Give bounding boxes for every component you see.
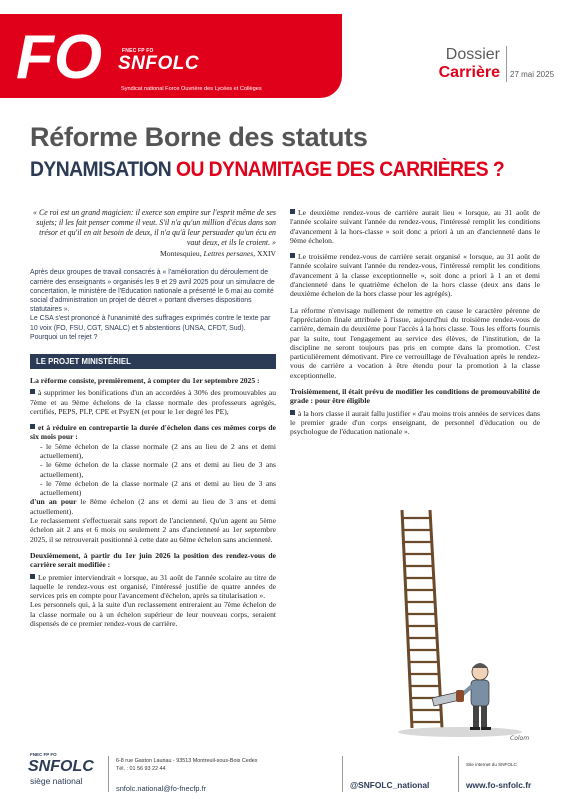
second-measure-bullet-1 [30,573,276,601]
intro-paragraph-1: Après deux groupes de travail consacrés à « l'amélioration du déroulement de carrière des enseignants » organisés les 9 et 29 avril 2025 pour un simulacre de concertation, le ministère de l'Education nationale a présenté le 6 mai au comité social d'administration un projet de décret « portant diverses dispositions statutaires ». [30,269,275,314]
first-measure-bullet-1-text: à supprimer les bonifications d'un an accordées à 30% des promouvables au 7ème et au 9ème échelons de la classe normale des professeurs agrégés, certifiés, PEPS, PLP, CPE et PsyEN (et pour le 1er degré les PE), [30,388,276,416]
footer-email-link[interactable]: snfolc.national@fo-fnecfp.fr [116,784,207,793]
echelon-item-6: - le 6ème échelon de la classe normale (2 ans et demi au lieu de 3 ans actuellement), [40,460,276,479]
third-rdv-paragraph [290,252,540,298]
bullet-square-icon [30,389,35,394]
footer-address [116,758,257,773]
bullet-square-icon [290,410,295,415]
bullet-square-icon [30,574,35,579]
fo-logo-text: FO [16,23,103,88]
first-measure-bullet-2-text: et à réduire en contrepartie la durée d'échelon dans ces mêmes corps de six mois pour : [30,423,276,442]
org-block [118,48,199,74]
epigraph-source [30,249,276,258]
bullet-square-icon [290,253,295,258]
footer-divider [458,756,459,792]
third-measure-heading: Troisièmement, il était prévu de modifier les conditions de promouvabilité de grade : pour être éligible [290,387,540,406]
footer-logo-small: FNEC FP FO [30,752,57,757]
second-measure-bullet-1-text: Le premier interviendrait « lorsque, au 31 août de l'année scolaire au titre de laquelle le rendez-vous est organisé, l'intéressé justifie de quatre années de services pris en compte pour l'avancement d'échelon, après sa titularisation ». [30,572,276,601]
echelon-item-5: - le 5ème échelon de la classe normale (2 ans au lieu de 2 ans et demi actuellement), [40,441,276,460]
org-name: SNFOLC [118,53,200,74]
sub-title-red: OU DYNAMITAGE DES CARRIÈRES ? [175,158,505,181]
third-measure-bullet-1 [290,409,540,437]
intro-paragraph-2: Le CSA s'est prononcé à l'unanimité des suffrages exprimés contre le texte par 10 voix (FO, FSU, CGT, SNALC) et 5 abstentions (UNSA, CFDT, Sud). [30,315,271,332]
footer-divider [108,756,109,792]
evaluation-paragraph: La réforme n'envisage nullement de remettre en cause le caractère pérenne de l'appréciation finale attribuée à l'issue, aujourd'hui du troisième rendez-vous de carrière, demain du deuxième pour l'accès à la hors classe. Tous les efforts fournis par la suite, tout l'engagement au service des élèves, de l'institution, de la discipline ne seront toujours pas pris en compte dans la promotion. C'est particulièrement démotivant. Pire ce verrouillage de l'évaluation après le rendez-vous de carrière a vocation à être étendu pour la promotion à la classe exceptionnelle. [290,305,540,380]
footer-logo-sub: siège national [30,776,83,786]
footer-address-line: 6-8 rue Gaston Lauriau - 93513 Montreuil-sous-Bois Cedex [116,758,258,764]
epigraph-author: Montesquieu, [160,249,204,258]
carriere-label: Carrière [438,64,500,81]
first-measure-heading: La réforme consiste, premièrement, à compter du 1er septembre 2025 : [30,375,260,385]
dossier-block [350,46,500,82]
second-rdv-text: Le deuxième rendez-vous de carrière aurait lieu « lorsque, au 31 août de l'année scolaire suivant l'année du rendez-vous, l'intéressé remplit les conditions d'avancement à la hors-classe » soit donc a priori à un an d'ancienneté dans le 9ème échelon. [290,208,540,245]
reclassement-paragraph: Le reclassement s'effectuerait sans report de l'ancienneté. Qu'un agent au 5ème échelon ait 2 ans et 6 mois ou seulement 2 ans d'ancienneté au 1er septembre 2025, il se retrouverait positionné à cette date au 6ème échelon sans ancienneté. [30,516,276,544]
document-date: 27 mai 2025 [510,70,555,79]
footer-tel: Tél. : 01 56 93 22 44 [116,765,166,772]
first-measure-bullet-2 [30,423,276,442]
bullet-square-icon [30,424,35,429]
second-measure-heading: Deuxièmement, à partir du 1er juin 2026 la position des rendez-vous de carrière serait modifiée : [30,550,276,570]
dossier-label: Dossier [445,46,500,63]
echelon-item-7: - le 7ème échelon de la classe normale (2 ans et demi au lieu de 3 ans actuellement) [40,478,276,498]
bullet-square-icon [290,209,295,214]
illustration-signature: Colom [510,735,530,742]
sub-title-dark: DYNAMISATION [30,158,176,181]
right-column [290,208,540,437]
second-measure-paragraph: Les personnels qui, à la suite d'un reclassement entreraient au 7ème échelon de la classe normale ou à un échelon supérieur de leur nouveau corps, seraient dispensés de ce premier rendez-vous de carrière. [30,600,276,629]
third-measure-bullet-1-text: à la hors classe il aurait fallu justifier « d'au moins trois années de services dans le premier grade d'un corps enseignant, de personnel d'éducation ou de psychologue de l'éducation nationale ». [290,408,540,437]
section-heading-bar: LE PROJET MINISTÉRIEL [30,354,276,369]
org-subtitle: Syndicat national Force Ouvrière des Lycées et Collèges [121,86,262,92]
echelon-item-8 [30,497,276,516]
page-header [0,0,566,100]
footer-website-link[interactable]: www.fo-snfolc.fr [466,780,532,790]
footer-web-label: Site internet du SNFOLC [466,762,517,767]
page-footer [0,752,566,799]
epigraph-ref: , XXIV [253,249,276,258]
first-measure-bullet-1 [30,388,276,416]
epigraph-quote: « Ce roi est un grand magicien: il exerce son empire sur l'esprit même de ses sujets; il les fait penser comme il veut. S'il n'a qu'un million d'écus dans son trésor et qu'il en ait besoin de deux, il n'a qu'à leur persuader qu'un écu en vaut deux, et ils le croient. » [33,208,276,247]
epigraph-work: Lettres persanes [203,249,254,258]
footer-divider [342,756,343,792]
header-divider [506,46,507,82]
third-rdv-text: Le troisième rendez-vous de carrière serait organisé « lorsque, au 31 août de l'année scolaire suivant l'année du rendez-vous, l'intéressé remplit les conditions d'avancement à la classe exceptionnelle », soit donc a priori à 1 an et demi d'ancienneté dans le quatrième échelon de la hors classe (deux ans dans le deuxième échelon de la hors classe pour les agrégés). [290,252,540,299]
fo-logo [14,22,132,88]
left-column [30,208,276,628]
org-small-label: FNEC FP FO [122,48,154,54]
intro-question: Pourquoi un tel rejet ? [30,333,98,341]
sub-title [30,158,504,182]
main-title: Réforme Borne des statuts [30,122,368,152]
footer-logo-name: SNFOLC [28,758,94,775]
ladder-cartoon-illustration [350,500,540,745]
echelon-item-8-text: le 8ème échelon (2 ans et demi au lieu de 3 ans et demi actuellement). [30,497,276,516]
echelon-item-8-bold: d'un an pour [30,497,77,507]
saw-icon [432,690,464,706]
second-rdv-paragraph [290,208,540,245]
footer-social-link[interactable]: @SNFOLC_national [350,780,430,790]
